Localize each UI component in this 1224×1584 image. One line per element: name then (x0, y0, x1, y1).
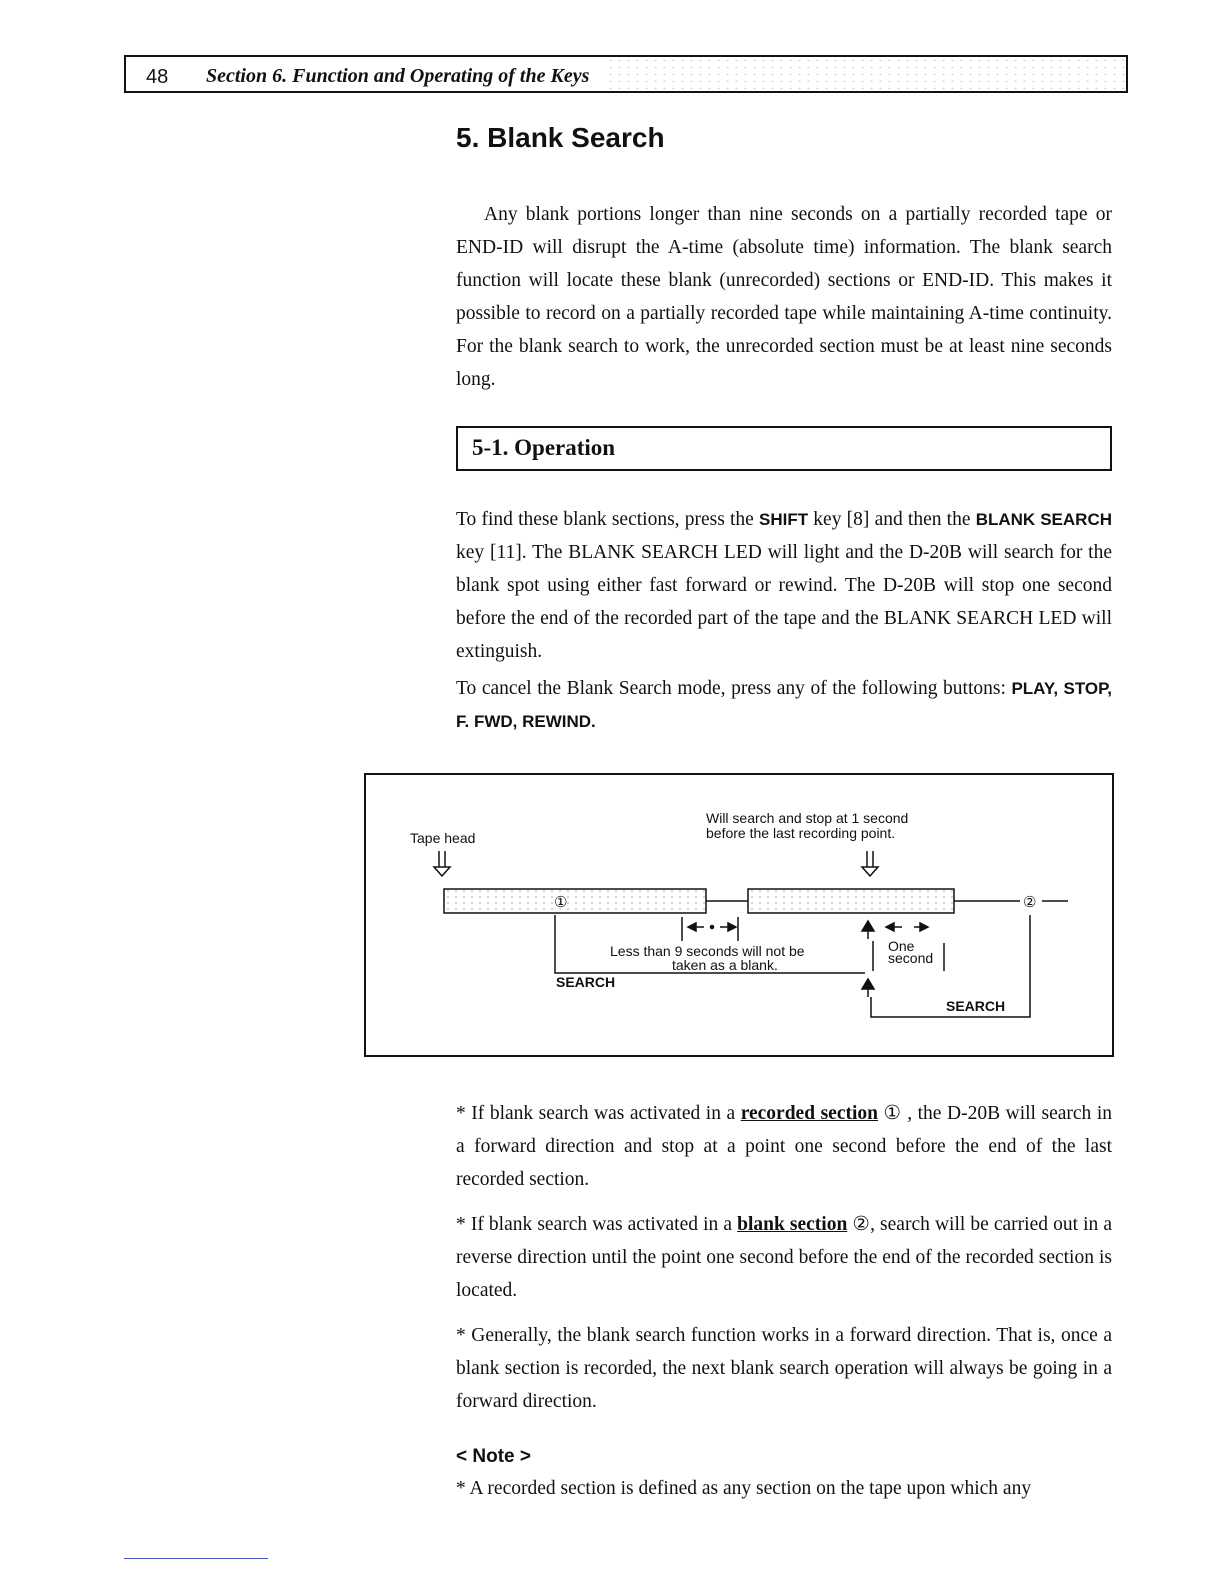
less-than-9-seconds-bracket (682, 917, 738, 941)
page-header (124, 55, 1128, 93)
note-text: * A recorded section is defined as any section on the tape upon which any (456, 1478, 1032, 1499)
forward-search-arrow-icon (862, 979, 874, 997)
less-than-label-line1: Less than 9 seconds will not be (610, 943, 805, 959)
blank-search-diagram (364, 773, 1114, 1057)
stop-label-line2: before the last recording point. (706, 825, 896, 841)
bullet-2-suffix: ②, search will be carried out in a reverse direction until the point one second before the end of the recorded section is located. (456, 1214, 1112, 1301)
header-texture (606, 57, 1126, 91)
bullet-recorded-section (456, 1097, 1112, 1196)
marker-2: ② (1023, 893, 1037, 911)
note-label: < Note > (456, 1446, 531, 1467)
bullet-2-prefix: * If blank search was activated in a (456, 1214, 738, 1235)
bullet-1-suffix: ① , the D-20B will search in a forward direction and stop at a point one second before the end of the last recorded section. (456, 1103, 1112, 1190)
operation-text-c: key [11]. The BLANK SEARCH LED will light and the D-20B will search for the blank spot using either fast forward or rewind. The D-20B will stop one second before the end of the recorded part of the tape and the BLANK SEARCH LED will extinguish. (456, 542, 1112, 662)
operation-text-a: To find these blank sections, press the (456, 509, 760, 530)
one-second-label-line2: second (888, 950, 934, 966)
header-title: Section 6. Function and Operating of the Keys (206, 65, 590, 87)
stop-point-up-arrow-icon (862, 921, 874, 971)
recorded-section-2 (748, 889, 954, 913)
recorded-section-link: recorded section (740, 1103, 878, 1124)
one-second-label-line1: One (888, 938, 915, 954)
cancel-text: To cancel the Blank Search mode, press any of the following buttons: (456, 678, 1012, 699)
operation-text-b: key [8] and then the (808, 509, 976, 530)
tape-head-label: Tape head (410, 830, 476, 846)
intro-paragraph: Any blank portions longer than nine seconds on a partially recorded tape or END-ID will disrupt the A-time (absolute time) information. The blank search function will locate these blank (unrecorded) sections or END-ID. This makes it possible to record on a partially recorded tape while maintaining A-time continuity. For the blank search to work, the unrecorded section must be at least nine seconds long. (456, 204, 1112, 390)
section-heading: 5. Blank Search (456, 122, 665, 153)
diagram-svg (366, 775, 1116, 1059)
shift-key-label: SHIFT (759, 510, 809, 529)
search-label-right: SEARCH (946, 998, 1006, 1014)
blank-search-key-label: BLANK SEARCH (975, 510, 1112, 529)
operation-paragraph (456, 503, 1112, 668)
cancel-keys-label: PLAY, STOP, F. FWD, REWIND. (456, 679, 1112, 731)
search-label-left: SEARCH (556, 974, 616, 990)
bullet-1-prefix: * If blank search was activated in a (456, 1103, 741, 1124)
page-number: 48 (146, 66, 169, 88)
cancel-paragraph (456, 672, 1112, 738)
subsection-heading: 5-1. Operation (472, 435, 616, 460)
less-than-label-line2: taken as a blank. (672, 957, 778, 973)
bullet-blank-section (456, 1208, 1112, 1307)
subsection-box (456, 426, 1112, 471)
tape-head-arrow-icon (434, 851, 450, 876)
stop-point-arrow-icon (862, 851, 878, 876)
marker-1: ① (554, 893, 568, 911)
bullet-forward-direction: * Generally, the blank search function works in a forward direction. That is, once a blank section is recorded, the next blank search operation will always be going in a forward direction. (456, 1325, 1112, 1412)
blank-section-link: blank section (737, 1214, 848, 1235)
stop-label-line1: Will search and stop at 1 second (706, 810, 909, 826)
recorded-section-1 (444, 889, 706, 913)
footer-rule (124, 1558, 268, 1559)
